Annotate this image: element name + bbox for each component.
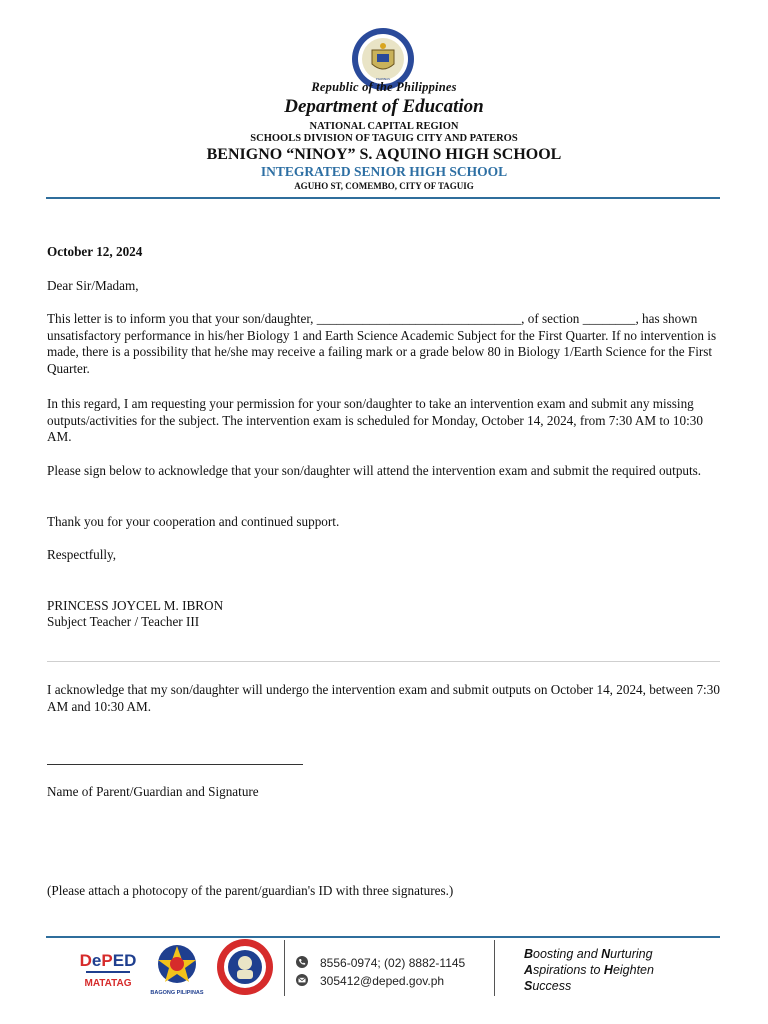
matatag-wordmark: MATATAG [84,978,132,989]
footer-separator-2 [494,940,495,996]
phone-number: 8556-0974; (02) 8882-1145 [320,956,466,970]
acknowledgement-text: I acknowledge that my son/daughter will undergo the intervention exam and submit outputs on October 14, 2024, between 7:30 AM and 10:30 AM. [47,682,720,714]
svg-text:PILIPINAS: PILIPINAS [375,77,391,81]
republic-heading: Republic of the Philippines [311,80,457,94]
footer-separator-1 [284,940,285,996]
section-divider [47,661,720,662]
email-icon [296,974,308,986]
salutation: Dear Sir/Madam, [47,278,139,293]
signature-label: Name of Parent/Guardian and Signature [47,784,259,799]
slogan-line-2: Aspirations to Heighten [524,963,654,977]
region-line: NATIONAL CAPITAL REGION [309,121,459,132]
footer [46,936,720,998]
paragraph-4: Thank you for your cooperation and continued support. [47,514,340,529]
division-line: SCHOOLS DIVISION OF TAGUIG CITY AND PATEROS [250,133,518,144]
school-seal-logo [210,938,280,996]
signature-line [47,764,303,765]
closing: Respectfully, [47,547,117,562]
letter-date: October 12, 2024 [47,244,143,259]
school-slogan [524,946,654,994]
svg-text:DePED: DePED [79,951,137,970]
paragraph-2: In this regard, I am requesting your permission for your son/daughter to take an intervention exam and submit any missing outputs/activities for the subject. The intervention exam is scheduled for Monday, October 14, 2024, from 7:30 AM to 10:30 AM. [47,396,703,444]
phone-icon [296,956,308,968]
paragraph-3: Please sign below to acknowledge that your son/daughter will attend the intervention exam and submit the required outputs. [47,463,702,478]
senior-high-heading: INTEGRATED SENIOR HIGH SCHOOL [260,164,508,179]
school-address: AGUHO ST, COMEMBO, CITY OF TAGUIG [294,181,474,191]
school-name: BENIGNO “NINOY” S. AQUINO HIGH SCHOOL [206,146,562,163]
header-divider [46,197,720,199]
attachment-note: (Please attach a photocopy of the parent/guardian's ID with three signatures.) [47,883,454,898]
email-address[interactable]: 305412@deped.gov.ph [320,974,445,988]
slogan-line-3: Success [524,979,572,993]
bagong-pilipinas-logo [148,940,206,996]
slogan-line-1: Boosting and Nurturing [524,947,653,961]
deped-matatag-logo [78,946,138,996]
paragraph-1: This letter is to inform you that your son/daughter, _______________________________, of section ________, has shown unsatisfactory performance in his/her Biology 1 and Earth Science Academic Subject for the First Quarter. If no intervention is made, there is a possibility that he/she may receive a failing mark or a grade below 80 in Biology 1/Earth Science for the First Quarter. [47,311,717,376]
bagong-pilipinas-wordmark: BAGONG PILIPINAS [150,990,204,996]
teacher-name: PRINCESS JOYCEL M. IBRON [47,598,224,613]
teacher-title: Subject Teacher / Teacher III [47,614,200,629]
department-heading: Department of Education [284,96,484,117]
